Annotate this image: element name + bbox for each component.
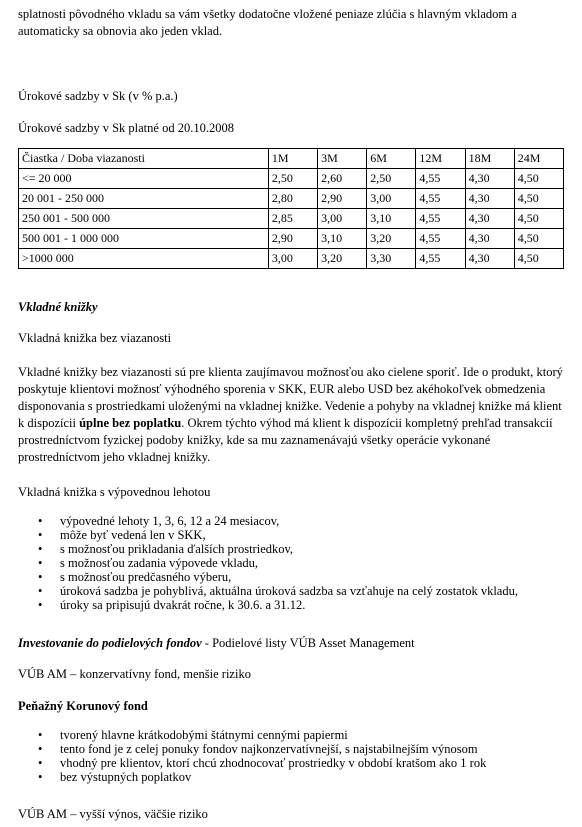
rates-title: Úrokové sadzby v Sk (v % p.a.) [18,89,178,103]
vkladne-heading: Vkladné knižky [18,300,98,314]
list-item-text: bez výstupných poplatkov [60,770,192,784]
rates-header-cell: 6M [367,149,416,169]
rates-header-cell: 3M [318,149,367,169]
list-item [18,542,518,556]
rates-cell: 4,30 [465,169,514,189]
rates-cell: 3,30 [367,249,416,269]
list-item-text: úroková sadzba je pohyblivá, aktuálna úroková sadzba sa vzťahuje na celý zostatok vkladu, [60,584,518,598]
rates-row [19,229,564,249]
rates-cell: 4,55 [416,169,465,189]
rates-cell: 4,50 [514,229,563,249]
rates-cell: 2,60 [318,169,367,189]
rates-cell: >1000 000 [19,249,269,269]
vkladne-paragraph [18,364,568,466]
list-item-text: môže byť vedená len v SKK, [60,528,206,542]
bullet-icon: • [38,556,43,570]
rates-cell: 4,30 [465,249,514,269]
rates-header-cell: 18M [465,149,514,169]
rates-cell: 4,30 [465,209,514,229]
rates-cell: 2,85 [268,209,317,229]
rates-header-cell: 12M [416,149,465,169]
bullet-icon: • [38,514,43,528]
list-item-text: tento fond je z celej ponuky fondov najkonzervatívnejší, s najstabilnejším výnosom [60,742,478,756]
rates-cell: 3,20 [318,249,367,269]
rates-cell: 4,50 [514,189,563,209]
invest-heading: Investovanie do podielových fondov [18,636,202,650]
rates-cell: 2,90 [268,229,317,249]
list-item [18,556,518,570]
rates-row [19,169,564,189]
bullet-icon: • [38,584,43,598]
vkladna-bez-viazanosti-label: Vkladná knižka bez viazanosti [18,331,172,345]
rates-cell: 3,00 [268,249,317,269]
rates-cell: 2,90 [318,189,367,209]
list-item [18,598,518,612]
invest-line [18,635,415,652]
rates-cell: 4,55 [416,229,465,249]
bullet-icon: • [38,742,43,756]
list-item [18,756,486,770]
rates-cell: 500 001 - 1 000 000 [19,229,269,249]
vub-higher-yield-label: VÚB AM – vyšší výnos, väčšie riziko [18,807,208,821]
vub-conservative-label: VÚB AM – konzervatívny fond, menšie riziko [18,667,251,681]
rates-header-cell: 24M [514,149,563,169]
rates-subtitle: Úrokové sadzby v Sk platné od 20.10.2008 [18,121,234,135]
bullet-icon: • [38,770,43,784]
list-item [18,514,518,528]
bullet-icon: • [38,570,43,584]
rates-cell: 2,80 [268,189,317,209]
rates-cell: 3,20 [367,229,416,249]
list-item-text: vhodný pre klientov, ktorí chcú zhodnocovať prostriedky v období kratšom ako 1 rok [60,756,487,770]
rates-cell: 4,55 [416,249,465,269]
bullet-icon: • [38,528,43,542]
list-item-text: s možnosťou zadania výpovede vkladu, [60,556,258,570]
list-item-text: s možnosťou predčasného výberu, [60,570,232,584]
rates-cell: 20 001 - 250 000 [19,189,269,209]
vkladna-vypovedna-label: Vkladná knižka s výpovednou lehotou [18,485,211,499]
penazny-fund-heading: Peňažný Korunový fond [18,699,148,713]
rates-row [19,249,564,269]
list-item-text: s možnosťou prikladania ďalších prostriedkov, [60,542,294,556]
list-item [18,728,486,742]
rates-cell: 3,10 [318,229,367,249]
rates-header-cell: 1M [268,149,317,169]
rates-row [19,209,564,229]
list-item [18,770,486,784]
rates-header-row [19,149,564,169]
bullet-icon: • [38,756,43,770]
rates-cell: 3,00 [318,209,367,229]
vypovedna-features-list [18,514,518,612]
penazny-features-list [18,728,486,784]
rates-cell: 3,00 [367,189,416,209]
vkladne-paragraph-bold: úplne bez poplatku [79,416,182,430]
rates-cell: <= 20 000 [19,169,269,189]
list-item [18,742,486,756]
bullet-icon: • [38,728,43,742]
rates-cell: 4,55 [416,209,465,229]
list-item [18,570,518,584]
rates-cell: 4,50 [514,209,563,229]
rates-table [18,148,564,269]
list-item [18,584,518,598]
list-item-text: výpovedné lehoty 1, 3, 6, 12 a 24 mesiacov, [60,514,280,528]
rates-cell: 2,50 [268,169,317,189]
vkladne-paragraph-part2: . Okrem týchto výhod má klient k dispozícii kompletný prehľad transakcií prostredníctvom fyzickej podoby knižky, kde sa mu zaznamenávajú všetky operácie vykonané prostredníctvom jeho vkladnej knižky. [18,416,553,464]
rates-cell: 3,10 [367,209,416,229]
rates-row [19,189,564,209]
rates-cell: 2,50 [367,169,416,189]
list-item-text: tvorený hlavne krátkodobými štátnymi cennými papiermi [60,728,348,742]
vkladne-paragraph-part1: Vkladné knižky bez viazanosti sú pre klienta zaujímavou možnosťou ako cielene sporiť. Ide o produkt, ktorý poskytuje klientovi možnosť výhodného sporenia v SKK, EUR alebo USD bez akéhokoľvek obmedzenia disponovania s prostriedkami uloženými na vkladnej knižke. Vedenie a pohyby na vkladnej knižke má klient k dispozícii [18,365,563,430]
list-item-text: úroky sa pripisujú dvakrát ročne, k 30.6. a 31.12. [60,598,306,612]
bullet-icon: • [38,542,43,556]
rates-cell: 4,55 [416,189,465,209]
bullet-icon: • [38,598,43,612]
list-item [18,528,518,542]
rates-header-cell: Čiastka / Doba viazanosti [19,149,269,169]
rates-cell: 4,30 [465,229,514,249]
rates-cell: 4,30 [465,189,514,209]
rates-cell: 4,50 [514,249,563,269]
rates-cell: 250 001 - 500 000 [19,209,269,229]
intro-paragraph: splatnosti pôvodného vkladu sa vám všetky dodatočne vložené peniaze zlúčia s hlavným vkladom a automaticky sa obnovia ako jeden vklad. [18,7,517,38]
rates-cell: 4,50 [514,169,563,189]
invest-rest: - Podielové listy VÚB Asset Management [201,636,415,650]
